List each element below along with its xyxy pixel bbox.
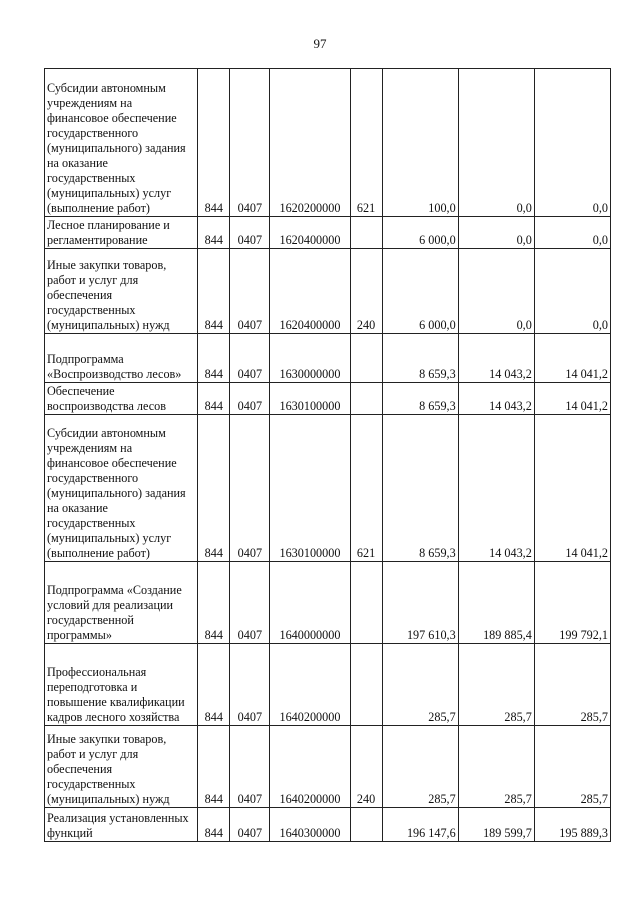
row-value-2: 0,0 xyxy=(458,69,534,217)
row-vr: 621 xyxy=(350,415,382,562)
row-csr: 1620200000 xyxy=(270,69,350,217)
row-rzpr: 0407 xyxy=(230,415,270,562)
row-rzpr: 0407 xyxy=(230,562,270,644)
table-row xyxy=(45,217,611,249)
row-value-1: 196 147,6 xyxy=(382,808,458,842)
row-csr: 1640300000 xyxy=(270,808,350,842)
row-value-1: 285,7 xyxy=(382,726,458,808)
row-value-3: 285,7 xyxy=(534,726,610,808)
row-value-3: 14 041,2 xyxy=(534,383,610,415)
row-csr: 1630100000 xyxy=(270,383,350,415)
row-grbs: 844 xyxy=(198,249,230,334)
page-number: 97 xyxy=(313,36,327,51)
row-name: Реализация установленных функций xyxy=(45,808,198,842)
row-value-2: 14 043,2 xyxy=(458,334,534,383)
row-csr: 1630100000 xyxy=(270,415,350,562)
row-value-2: 285,7 xyxy=(458,644,534,726)
row-value-3: 195 889,3 xyxy=(534,808,610,842)
row-value-2: 189 885,4 xyxy=(458,562,534,644)
row-vr xyxy=(350,644,382,726)
row-vr xyxy=(350,334,382,383)
row-name: Субсидии автономным учреждениям на финансовое обеспечение государственного (муниципального) задания на оказание государственных (муниципальных) услуг (выполнение работ) xyxy=(45,69,198,217)
row-grbs: 844 xyxy=(198,415,230,562)
row-grbs: 844 xyxy=(198,726,230,808)
row-value-2: 285,7 xyxy=(458,726,534,808)
row-value-3: 0,0 xyxy=(534,217,610,249)
row-grbs: 844 xyxy=(198,644,230,726)
row-csr: 1640200000 xyxy=(270,644,350,726)
row-name: Профессиональная переподготовка и повышение квалификации кадров лесного хозяйства xyxy=(45,644,198,726)
row-vr: 621 xyxy=(350,69,382,217)
budget-table xyxy=(44,68,611,842)
row-value-2: 189 599,7 xyxy=(458,808,534,842)
row-value-1: 6 000,0 xyxy=(382,217,458,249)
row-grbs: 844 xyxy=(198,808,230,842)
row-vr xyxy=(350,217,382,249)
row-vr xyxy=(350,383,382,415)
table-row xyxy=(45,249,611,334)
row-value-3: 199 792,1 xyxy=(534,562,610,644)
row-csr: 1620400000 xyxy=(270,217,350,249)
row-value-1: 8 659,3 xyxy=(382,334,458,383)
row-name: Подпрограмма «Создание условий для реализации государственной программы» xyxy=(45,562,198,644)
row-rzpr: 0407 xyxy=(230,644,270,726)
table-row xyxy=(45,415,611,562)
row-csr: 1630000000 xyxy=(270,334,350,383)
table-row xyxy=(45,334,611,383)
row-value-3: 14 041,2 xyxy=(534,334,610,383)
table-row xyxy=(45,808,611,842)
row-value-1: 8 659,3 xyxy=(382,415,458,562)
table-row xyxy=(45,726,611,808)
row-rzpr: 0407 xyxy=(230,249,270,334)
row-grbs: 844 xyxy=(198,217,230,249)
row-name: Иные закупки товаров, работ и услуг для обеспечения государственных (муниципальных) нужд xyxy=(45,726,198,808)
row-value-1: 197 610,3 xyxy=(382,562,458,644)
row-rzpr: 0407 xyxy=(230,217,270,249)
row-name: Обеспечение воспроизводства лесов xyxy=(45,383,198,415)
row-name: Субсидии автономным учреждениям на финансовое обеспечение государственного (муниципального) задания на оказание государственных (муниципальных) услуг (выполнение работ) xyxy=(45,415,198,562)
row-grbs: 844 xyxy=(198,69,230,217)
row-csr: 1640200000 xyxy=(270,726,350,808)
row-value-3: 285,7 xyxy=(534,644,610,726)
row-vr xyxy=(350,562,382,644)
row-value-2: 14 043,2 xyxy=(458,383,534,415)
row-name: Иные закупки товаров, работ и услуг для обеспечения государственных (муниципальных) нужд xyxy=(45,249,198,334)
row-name: Подпрограмма «Воспроизводство лесов» xyxy=(45,334,198,383)
row-grbs: 844 xyxy=(198,334,230,383)
row-rzpr: 0407 xyxy=(230,69,270,217)
row-rzpr: 0407 xyxy=(230,334,270,383)
row-value-1: 285,7 xyxy=(382,644,458,726)
row-vr: 240 xyxy=(350,726,382,808)
row-name: Лесное планирование и регламентирование xyxy=(45,217,198,249)
row-vr: 240 xyxy=(350,249,382,334)
row-value-1: 100,0 xyxy=(382,69,458,217)
row-vr xyxy=(350,808,382,842)
row-rzpr: 0407 xyxy=(230,726,270,808)
row-grbs: 844 xyxy=(198,383,230,415)
row-value-3: 14 041,2 xyxy=(534,415,610,562)
row-value-2: 0,0 xyxy=(458,249,534,334)
row-rzpr: 0407 xyxy=(230,383,270,415)
row-value-3: 0,0 xyxy=(534,249,610,334)
row-rzpr: 0407 xyxy=(230,808,270,842)
row-value-2: 0,0 xyxy=(458,217,534,249)
row-csr: 1640000000 xyxy=(270,562,350,644)
row-value-3: 0,0 xyxy=(534,69,610,217)
table-row xyxy=(45,383,611,415)
table-row xyxy=(45,562,611,644)
row-value-1: 6 000,0 xyxy=(382,249,458,334)
table-row xyxy=(45,644,611,726)
row-grbs: 844 xyxy=(198,562,230,644)
row-value-2: 14 043,2 xyxy=(458,415,534,562)
table-row xyxy=(45,69,611,217)
row-value-1: 8 659,3 xyxy=(382,383,458,415)
row-csr: 1620400000 xyxy=(270,249,350,334)
